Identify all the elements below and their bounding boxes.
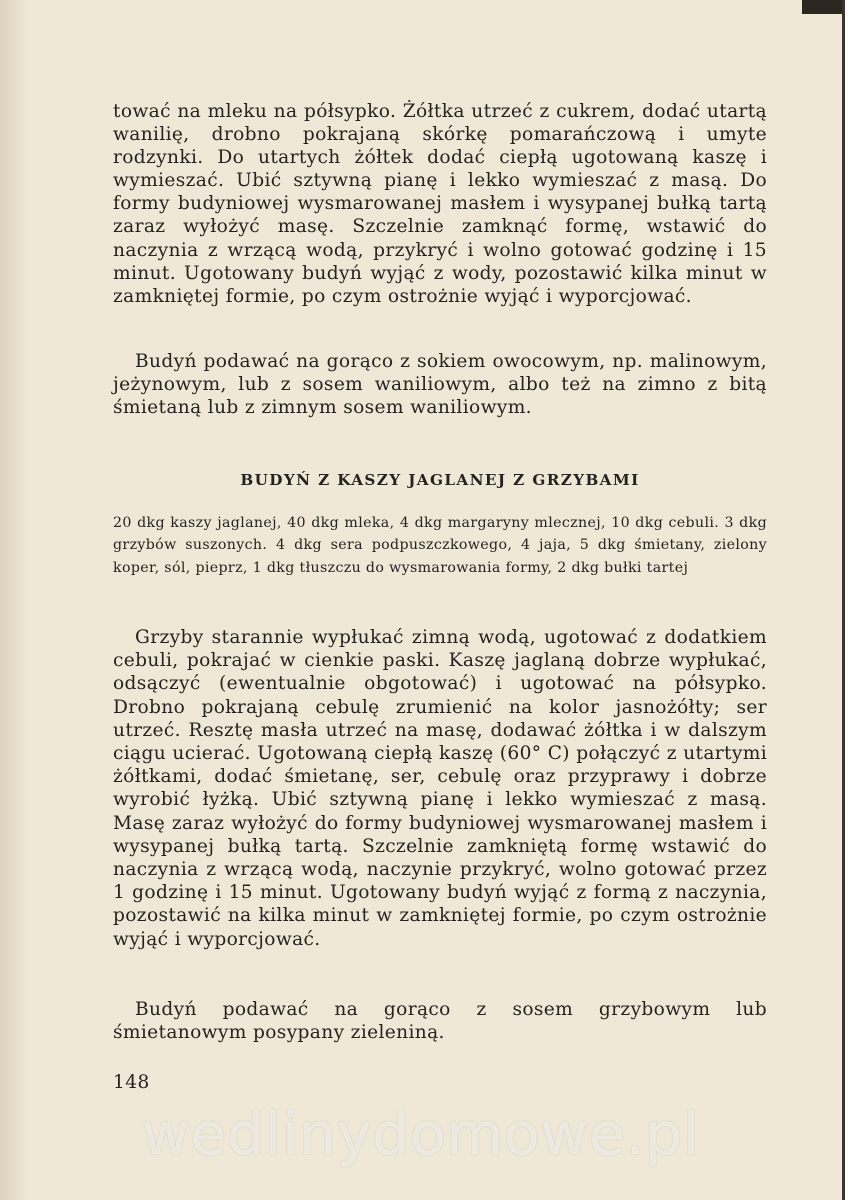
paragraph-serving-suggestion: Budyń podawać na gorąco z sokiem owocowym, np. malinowym, jeżynowym, lub z sosem waniliowym, albo też na zimno z bitą śmietaną lub z zimnym sosem waniliowym. bbox=[113, 351, 767, 419]
watermark-text: wedlinydomowe.pl bbox=[141, 1100, 701, 1168]
paragraph-preparation-continued: tować na mleku na półsypko. Żółtka utrzeć z cukrem, dodać utartą wanilię, drobno pokrajaną skórkę pomarańczową i umyte rodzynki. Do utartych żółtek dodać ciepłą ugotowaną kaszę i wymieszać. Ubić sztywną pianę i lekko wymieszać z masą. Do formy budyniowej wysmarowanej masłem i wysypanej bułką tartą zaraz wyłożyć masę. Szczelnie zamknąć formę, wstawić do naczynia z wrzącą wodą, przykryć i wolno gotować godzinę i 15 minut. Ugotowany budyń wyjąć z wody, pozostawić kilka minut w zamkniętej formie, po czym ostrożnie wyjąć i wyporcjować. bbox=[113, 101, 767, 307]
ingredients-list: 20 dkg kaszy jaglanej, 40 dkg mleka, 4 dkg margaryny mlecznej, 10 dkg cebuli. 3 dkg grzybów suszonych. 4 dkg sera podpuszczkowego, 4 jaja, 5 dkg śmietany, zielony koper, sól, pieprz, 1 dkg tłuszczu do wysmarowania formy, 2 dkg bułki tartej bbox=[113, 515, 767, 576]
paragraph-recipe-serving: Budyń podawać na gorąco z sosem grzybowym lub śmietanowym posypany zieleniną. bbox=[113, 999, 767, 1044]
recipe-title: BUDYŃ Z KASZY JAGLANEJ Z GRZYBAMI bbox=[240, 471, 640, 489]
paragraph-recipe-method: Grzyby starannie wypłukać zimną wodą, ugotować z dodatkiem cebuli, pokrajać w cienkie paski. Kaszę jaglaną dobrze wypłukać, odsączyć (ewentualnie obgotować) i ugotować na półsypko. Drobno pokrajaną cebulę zrumienić na kolor jasnożółty; ser utrzeć. Resztę masła utrzeć na masę, dodawać żółtka i w dalszym ciągu ucierać. Ugotowaną ciepłą kaszę (60° C) połączyć z utartymi żółtkami, dodać śmietanę, ser, cebulę oraz przyprawy i dobrze wyrobić łyżką. Ubić sztywną pianę i lekko wymieszać z masą. Masę zaraz wyłożyć do formy budyniowej wysmarowanej masłem i wysypanej bułką tartą. Szczelnie zamkniętą formę wstawić do naczynia z wrzącą wodą, naczynie przykryć, wolno gotować przez 1 godzinę i 15 minut. Ugotowany budyń wyjąć z formą z naczynia, pozostawić na kilka minut w zamkniętej formie, po czym ostrożnie wyjąć i wyporcjować. bbox=[113, 627, 767, 950]
page-number: 148 bbox=[113, 1072, 150, 1093]
